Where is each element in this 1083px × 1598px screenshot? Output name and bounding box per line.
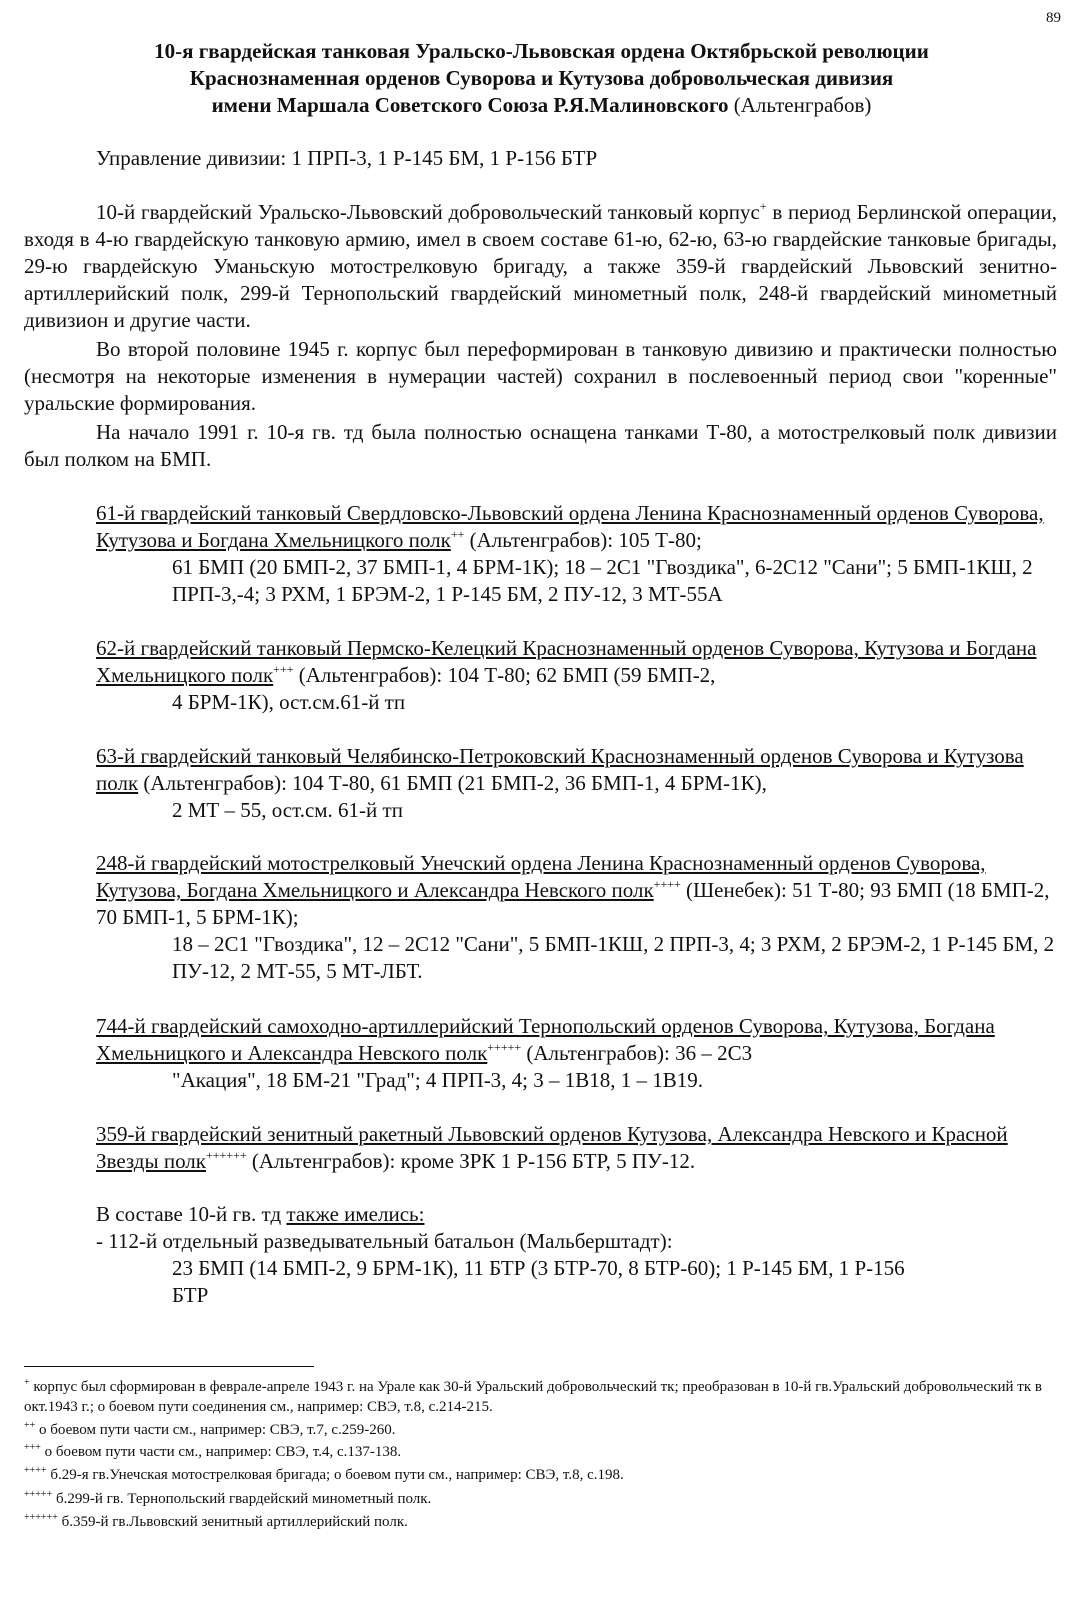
also-intro-underlined: также имелись: <box>286 1202 425 1226</box>
footnote-2 <box>24 1420 1057 1440</box>
history-p1-start: 10-й гвардейский Уральско-Львовский добровольческий танковый корпус <box>96 200 760 224</box>
unit-744-artillery-regiment <box>96 1013 1057 1094</box>
unit-63-equipment-cont: 2 МТ – 55, ост.см. 61-й тп <box>172 798 403 822</box>
unit-248-equipment: (Шенебек): 51 Т-80; 93 БМП (18 БМП-2, 70 БМП-1, 5 БРМ-1К); <box>96 878 1050 929</box>
history-paragraph-2: Во второй половине 1945 г. корпус был переформирован в танковую дивизию и практически полностью (несмотря на некоторые изменения в нумерации частей) сохранил в послевоенный период свои "коренные" уральские формирования. <box>24 337 1057 415</box>
history-paragraph-3: На начало 1991 г. 10-я гв. тд была полностью оснащена танками Т-80, а мотострелковый полк дивизии был полком на БМП. <box>24 420 1057 471</box>
footnote-2-text: о боевом пути части см., например: СВЭ, т.7, с.259-260. <box>35 1422 396 1438</box>
also-included-block <box>96 1201 1057 1228</box>
footnote-6-mark: ++++++ <box>24 1512 58 1523</box>
management-line: Управление дивизии: 1 ПРП-3, 1 Р-145 БМ, 1 Р-156 БТР <box>96 146 598 170</box>
unit-359-air-defense-regiment <box>96 1121 1057 1175</box>
title-line-2: Краснознаменная орденов Суворова и Кутузова добровольческая дивизия <box>189 66 894 90</box>
footnote-ref-2: ++ <box>450 527 465 541</box>
footnote-1-text: корпус был сформирован в феврале-апреле 1943 г. на Урале как 30-й Уральский добровольческий тк; преобразован в 10-й гв.Уральский добровольческий тк в окт.1943 г.; о боевом пути соединения см., например: СВЭ, т.8, с.214-215. <box>24 1379 1042 1415</box>
footnote-1 <box>24 1377 1057 1417</box>
recon-battalion-equipment: 23 БМП (14 БМП-2, 9 БРМ-1К), 11 БТР (3 БТР-70, 8 БТР-60); 1 Р-145 БМ, 1 Р-156 БТР <box>172 1256 905 1307</box>
footnote-6 <box>24 1512 1057 1532</box>
footnote-3 <box>24 1442 1057 1462</box>
unit-744-equipment-cont: "Акация", 18 БМ-21 "Град"; 4 ПРП-3, 4; 3 – 1В18, 1 – 1В19. <box>172 1068 704 1092</box>
history-paragraph-1 <box>24 199 1057 334</box>
unit-744-name: 744-й гвардейский самоходно-артиллерийский Тернопольский орденов Суворова, Кутузова, Богдана Хмельницкого и Александра Невского полк <box>96 1014 995 1065</box>
division-title <box>24 38 1059 119</box>
unit-61-equipment: (Альтенграбов): 105 Т-80; <box>464 528 702 552</box>
footnote-ref-4: ++++ <box>653 877 681 891</box>
footnote-4-text: б.29-я гв.Унечская мотострелковая бригада; о боевом пути см., например: СВЭ, т.8, с.198. <box>46 1467 624 1483</box>
unit-63-name: 63-й гвардейский танковый Челябинско-Петроковский Краснознаменный орденов Суворова и Кутузова полк <box>96 744 1024 795</box>
footnote-ref-1: + <box>759 199 767 213</box>
unit-248-name: 248-й гвардейский мотострелковый Унечский ордена Ленина Краснознаменный орденов Суворова, Кутузова, Богдана Хмельницкого и Александра Невского полк <box>96 851 986 902</box>
footnote-ref-5: +++++ <box>487 1040 522 1054</box>
page-number: 89 <box>1046 10 1061 26</box>
unit-62-equipment-cont: 4 БРМ-1К), ост.см.61-й тп <box>172 690 406 714</box>
unit-62-name: 62-й гвардейский танковый Пермско-Келецкий Краснознаменный орденов Суворова, Кутузова и Богдана Хмельницкого полк <box>96 636 1037 687</box>
footnote-divider <box>24 1366 314 1367</box>
unit-744-equipment: (Альтенграбов): 36 – 2С3 <box>521 1041 753 1065</box>
footnote-2-mark: ++ <box>24 1420 36 1431</box>
footnote-5 <box>24 1489 1057 1509</box>
unit-62-tank-regiment <box>96 635 1057 716</box>
unit-248-motor-rifle-regiment <box>96 850 1057 985</box>
footnote-5-mark: +++++ <box>24 1489 53 1500</box>
also-intro: В составе 10-й гв. тд <box>96 1202 287 1226</box>
footnote-4-mark: ++++ <box>24 1465 47 1476</box>
unit-63-tank-regiment <box>96 743 1057 824</box>
unit-62-equipment: (Альтенграбов): 104 Т-80; 62 БМП (59 БМП-2, <box>293 663 716 687</box>
footnote-ref-3: +++ <box>273 662 294 676</box>
footnote-ref-6: ++++++ <box>206 1148 247 1162</box>
unit-63-equipment: (Альтенграбов): 104 Т-80, 61 БМП (21 БМП-2, 36 БМП-1, 4 БРМ-1К), <box>138 771 767 795</box>
footnote-6-text: б.359-й гв.Львовский зенитный артиллерийский полк. <box>57 1514 408 1530</box>
footnote-1-mark: + <box>24 1377 30 1388</box>
history-p1-end: в период Берлинской операции, входя в 4-ю гвардейскую танковую армию, имел в своем составе 61-ю, 62-ю, 63-ю гвардейские танковые бригады, 29-ю гвардейскую Уманьскую мотострелковую бригаду, а также 359-й гвардейский Львовский зенитно-артиллерийский полк, 299-й Тернопольский гвардейский минометный полк, 248-й гвардейский минометный дивизион и другие части. <box>24 200 1057 332</box>
unit-359-name: 359-й гвардейский зенитный ракетный Львовский орденов Кутузова, Александра Невского и Красной Звезды полк <box>96 1122 1008 1173</box>
recon-battalion-name: - 112-й отдельный разведывательный батальон (Мальберштадт): <box>96 1229 673 1253</box>
title-line-3-location: (Альтенграбов) <box>728 93 872 117</box>
unit-61-name: 61-й гвардейский танковый Свердловско-Львовский ордена Ленина Краснознаменный орденов Суворова, Кутузова и Богдана Хмельницкого полк <box>96 501 1044 552</box>
footnote-5-text: б.299-й гв. Тернопольский гвардейский минометный полк. <box>52 1491 432 1507</box>
unit-248-equipment-cont: 18 – 2С1 "Гвоздика", 12 – 2С12 "Сани", 5 БМП-1КШ, 2 ПРП-3, 4; 3 РХМ, 2 БРЭМ-2, 1 Р-145 БМ, 2 ПУ-12, 2 МТ-55, 5 МТ-ЛБТ. <box>172 932 1055 983</box>
footnote-3-mark: +++ <box>24 1442 41 1453</box>
title-line-3-bold: имени Маршала Советского Союза Р.Я.Малиновского <box>211 93 729 117</box>
footnote-3-text: о боевом пути части см., например: СВЭ, т.4, с.137-138. <box>40 1444 402 1460</box>
unit-61-equipment-cont: 61 БМП (20 БМП-2, 37 БМП-1, 4 БРМ-1К); 18 – 2С1 "Гвоздика", 6-2С12 "Сани"; 5 БМП-1КШ, 2 ПРП-3,-4; 3 РХМ, 1 БРЭМ-2, 1 Р-145 БМ, 2 ПУ-12, 3 МТ-55А <box>172 555 1033 606</box>
recon-battalion <box>96 1228 1057 1309</box>
title-line-1: 10-я гвардейская танковая Уральско-Львовская ордена Октябрьской революции <box>154 39 929 63</box>
footnote-4 <box>24 1465 1057 1485</box>
unit-61-tank-regiment <box>96 500 1057 608</box>
unit-359-equipment: (Альтенграбов): кроме ЗРК 1 Р-156 БТР, 5 ПУ-12. <box>246 1149 696 1173</box>
